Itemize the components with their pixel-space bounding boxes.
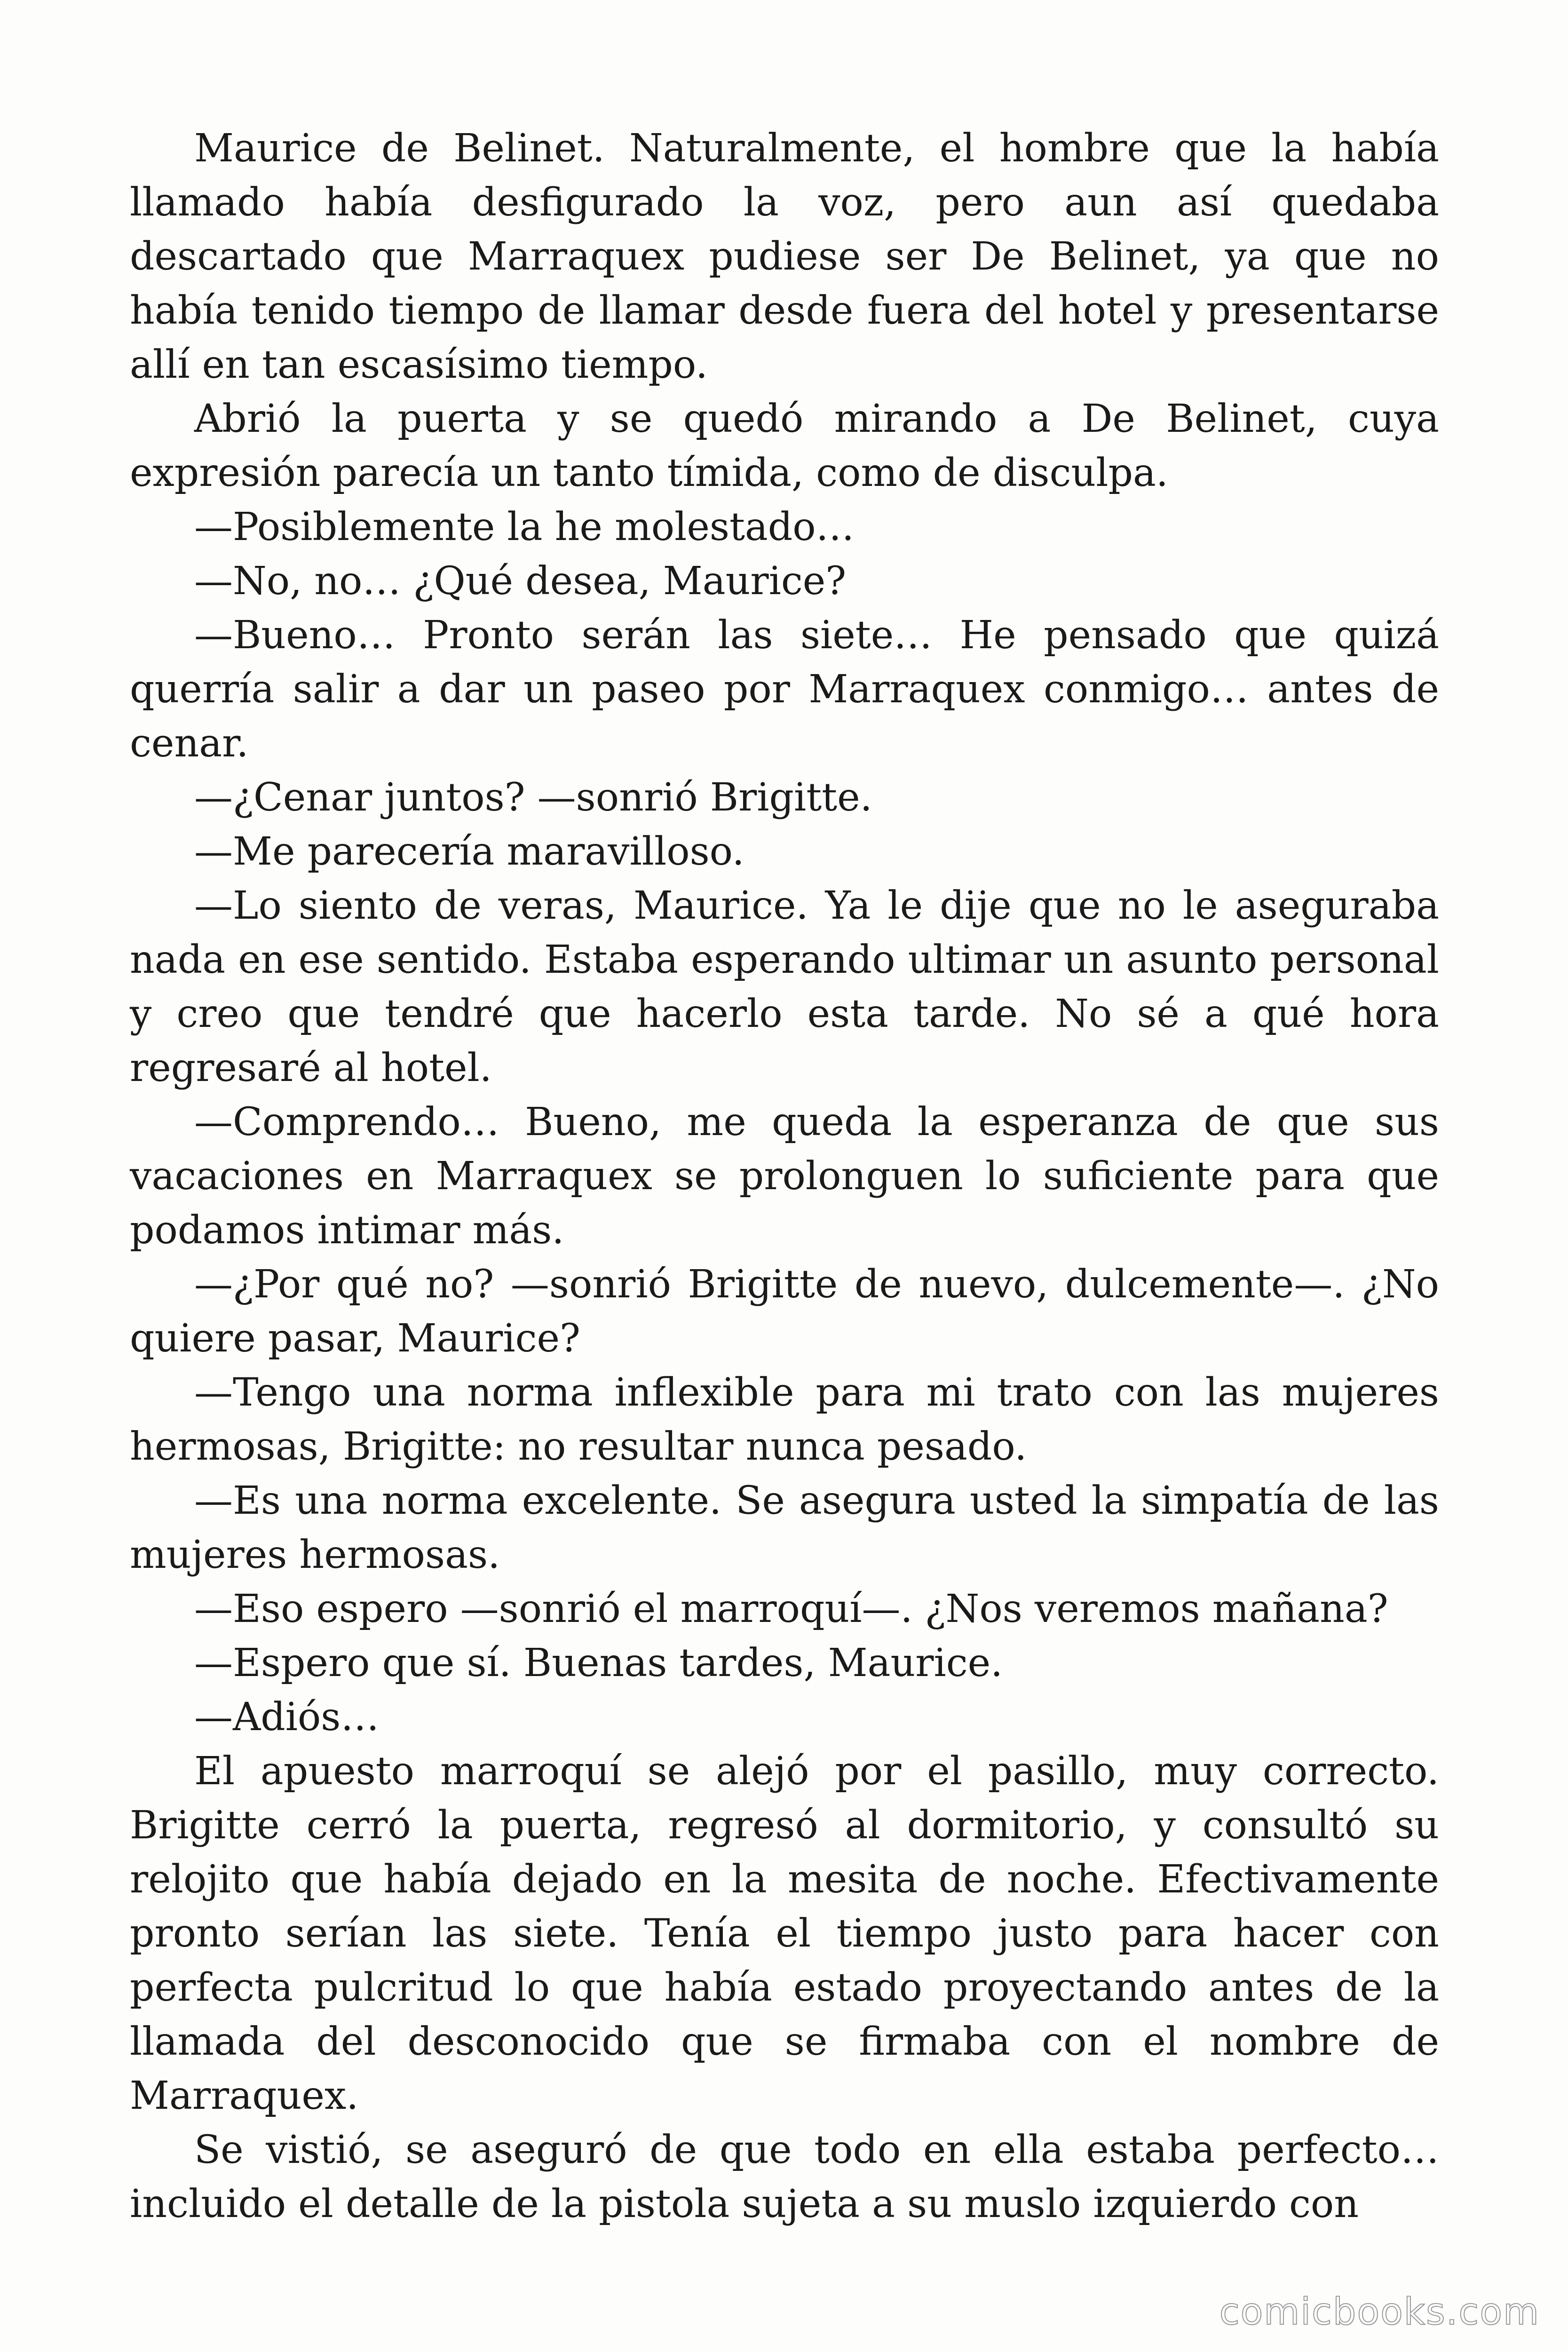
paragraph: —Me parecería maravilloso. xyxy=(194,829,744,874)
paragraph: —Bueno… Pronto serán las siete… He pensado que quizá querría salir a dar un paseo por Marraquex conmigo… antes de cenar. xyxy=(130,613,1439,766)
paragraph: —Eso espero —sonrió el marroquí—. ¿Nos veremos mañana? xyxy=(194,1587,1388,1631)
site-watermark: comicbooks.com xyxy=(1219,2291,1540,2333)
paragraph: —¿Por qué no? —sonrió Brigitte de nuevo, dulcemente—. ¿No quiere pasar, Maurice? xyxy=(130,1262,1439,1361)
body-text xyxy=(130,121,1439,2231)
paragraph: Se vistió, se aseguró de que todo en ella estaba perfecto… incluido el detalle de la pistola sujeta a su muslo izquierdo con xyxy=(130,2128,1439,2226)
paragraph: —Tengo una norma inflexible para mi trato con las mujeres hermosas, Brigitte: no resultar nunca pesado. xyxy=(130,1370,1439,1469)
paragraph: —No, no… ¿Qué desea, Maurice? xyxy=(194,559,847,604)
paragraph: —Adiós… xyxy=(194,1695,380,1740)
paragraph: —Comprendo… Bueno, me queda la esperanza de que sus vacaciones en Marraquex se prolonguen lo suficiente para que podamos intimar más. xyxy=(130,1100,1439,1253)
paragraph: Maurice de Belinet. Naturalmente, el hombre que la había llamado había desfigurado la voz, pero aun así quedaba descartado que Marraquex pudiese ser De Belinet, ya que no había tenido tiempo de llamar desde fuera del hotel y presentarse allí en tan escasísimo tiempo. xyxy=(130,126,1439,387)
paragraph: —Posiblemente la he molestado… xyxy=(194,505,855,549)
paragraph: —¿Cenar juntos? —sonrió Brigitte. xyxy=(194,775,872,820)
paragraph: El apuesto marroquí se alejó por el pasillo, muy correcto. Brigitte cerró la puerta, regresó al dormitorio, y consultó su relojito que había dejado en la mesita de noche. Efectivamente pronto serían las siete. Tenía el tiempo justo para hacer con perfecta pulcritud lo que había estado proyectando antes de la llamada del desconocido que se firmaba con el nombre de Marraquex. xyxy=(130,1749,1439,2118)
paragraph: —Es una norma excelente. Se asegura usted la simpatía de las mujeres hermosas. xyxy=(130,1478,1439,1577)
paragraph: —Espero que sí. Buenas tardes, Maurice. xyxy=(194,1641,1003,1685)
paragraph: —Lo siento de veras, Maurice. Ya le dije que no le aseguraba nada en ese sentido. Estaba esperando ultimar un asunto personal y creo que tendré que hacerlo esta tarde. No sé a qué hora regresaré al hotel. xyxy=(130,883,1439,1090)
paragraph: Abrió la puerta y se quedó mirando a De Belinet, cuya expresión parecía un tanto tímida, como de disculpa. xyxy=(130,397,1439,495)
